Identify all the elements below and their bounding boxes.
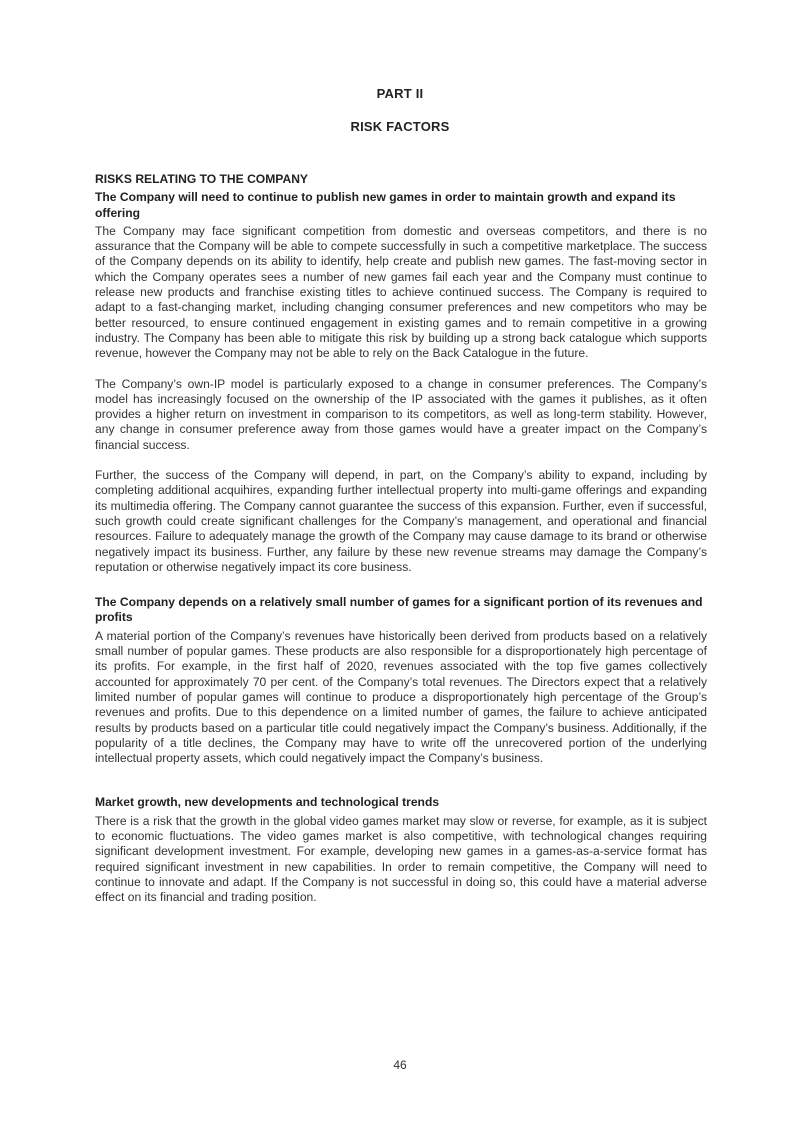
subsection-market-growth <box>95 795 707 905</box>
subsection-heading: Market growth, new developments and technological trends <box>95 795 440 810</box>
paragraph: Further, the success of the Company will depend, in part, on the Company’s ability to expand, including by completing additional acquihires, expanding further intellectual property into multi-game offerings and expanding its multimedia offering. The Company cannot guarantee the success of this expansion. Further, even if successful, such growth could create significant challenges for the Company’s management, and operational and financial resources. Failure to adequately manage the growth of the Company may cause damage to its brand or otherwise negatively impact its business. Further, any failure by these new revenue streams may damage the Company’s reputation or otherwise negatively impact its core business. <box>95 468 707 574</box>
page-number: 46 <box>393 1058 407 1072</box>
paragraph: There is a risk that the growth in the global video games market may slow or reverse, for example, as it is subject to economic fluctuations. The video games market is also competitive, with technological changes requiring significant development investment. For example, developing new games in a games-as-a-service format has required significant investment in new capabilities. In order to remain competitive, the Company will need to continue to innovate and adapt. If the Company is not successful in doing so, this could have a material adverse effect on its financial and trading position. <box>95 813 707 905</box>
section-heading: RISKS RELATING TO THE COMPANY <box>95 172 308 186</box>
page-title: RISK FACTORS <box>350 119 450 134</box>
subsection-heading: The Company depends on a relatively small number of games for a significant portion of its revenues and profits <box>95 595 703 625</box>
paragraph: The Company’s own-IP model is particularly exposed to a change in consumer preferences. The Company’s model has increasingly focused on the ownership of the IP associated with the games it publishes, as it often provides a higher return on investment in comparison to its competitors, as well as long-term stability. However, any change in consumer preference away from those games would have a greater impact on the Company’s financial success. <box>95 376 707 452</box>
subsection-small-number-of-games <box>95 595 707 766</box>
subsection-heading: The Company will need to continue to publish new games in order to maintain growth and expand its offering <box>95 190 676 220</box>
paragraph: A material portion of the Company’s revenues have historically been derived from products based on a relatively small number of popular games. These products are also responsible for a disproportionately high percentage of its profits. For example, in the first half of 2020, revenues associated with the top five games collectively accounted for approximately 70 per cent. of the Company’s total revenues. The Directors expect that a relatively limited number of popular games will continue to produce a disproportionately high percentage of the Group’s revenues and profits. Due to this dependence on a limited number of games, the failure to achieve anticipated results by products based on a particular title could negatively impact the Company’s business. Additionally, if the popularity of a title declines, the Company may have to write off the unrecovered portion of the underlying intellectual property assets, which could negatively impact the Company’s business. <box>95 628 707 766</box>
document-body <box>95 172 707 920</box>
subsection-new-games <box>95 190 707 575</box>
paragraph: The Company may face significant competition from domestic and overseas competitors, and there is no assurance that the Company will be able to compete successfully in such a competitive marketplace. The success of the Company depends on its ability to identify, help create and publish new games. The fast-moving sector in which the Company operates sees a number of new games fail each year and the Company must continue to release new products and franchise existing titles to achieve continued success. The Company is required to adapt to a fast-changing market, including changing consumer preferences and new competitors who may be better resourced, to ensure continued engagement in existing games and to remain competitive in a growing industry. The Company has been able to mitigate this risk by building up a strong back catalogue which supports revenue, however the Company may not be able to rely on the Back Catalogue in the future. <box>95 223 707 361</box>
part-heading: PART II <box>376 86 424 101</box>
